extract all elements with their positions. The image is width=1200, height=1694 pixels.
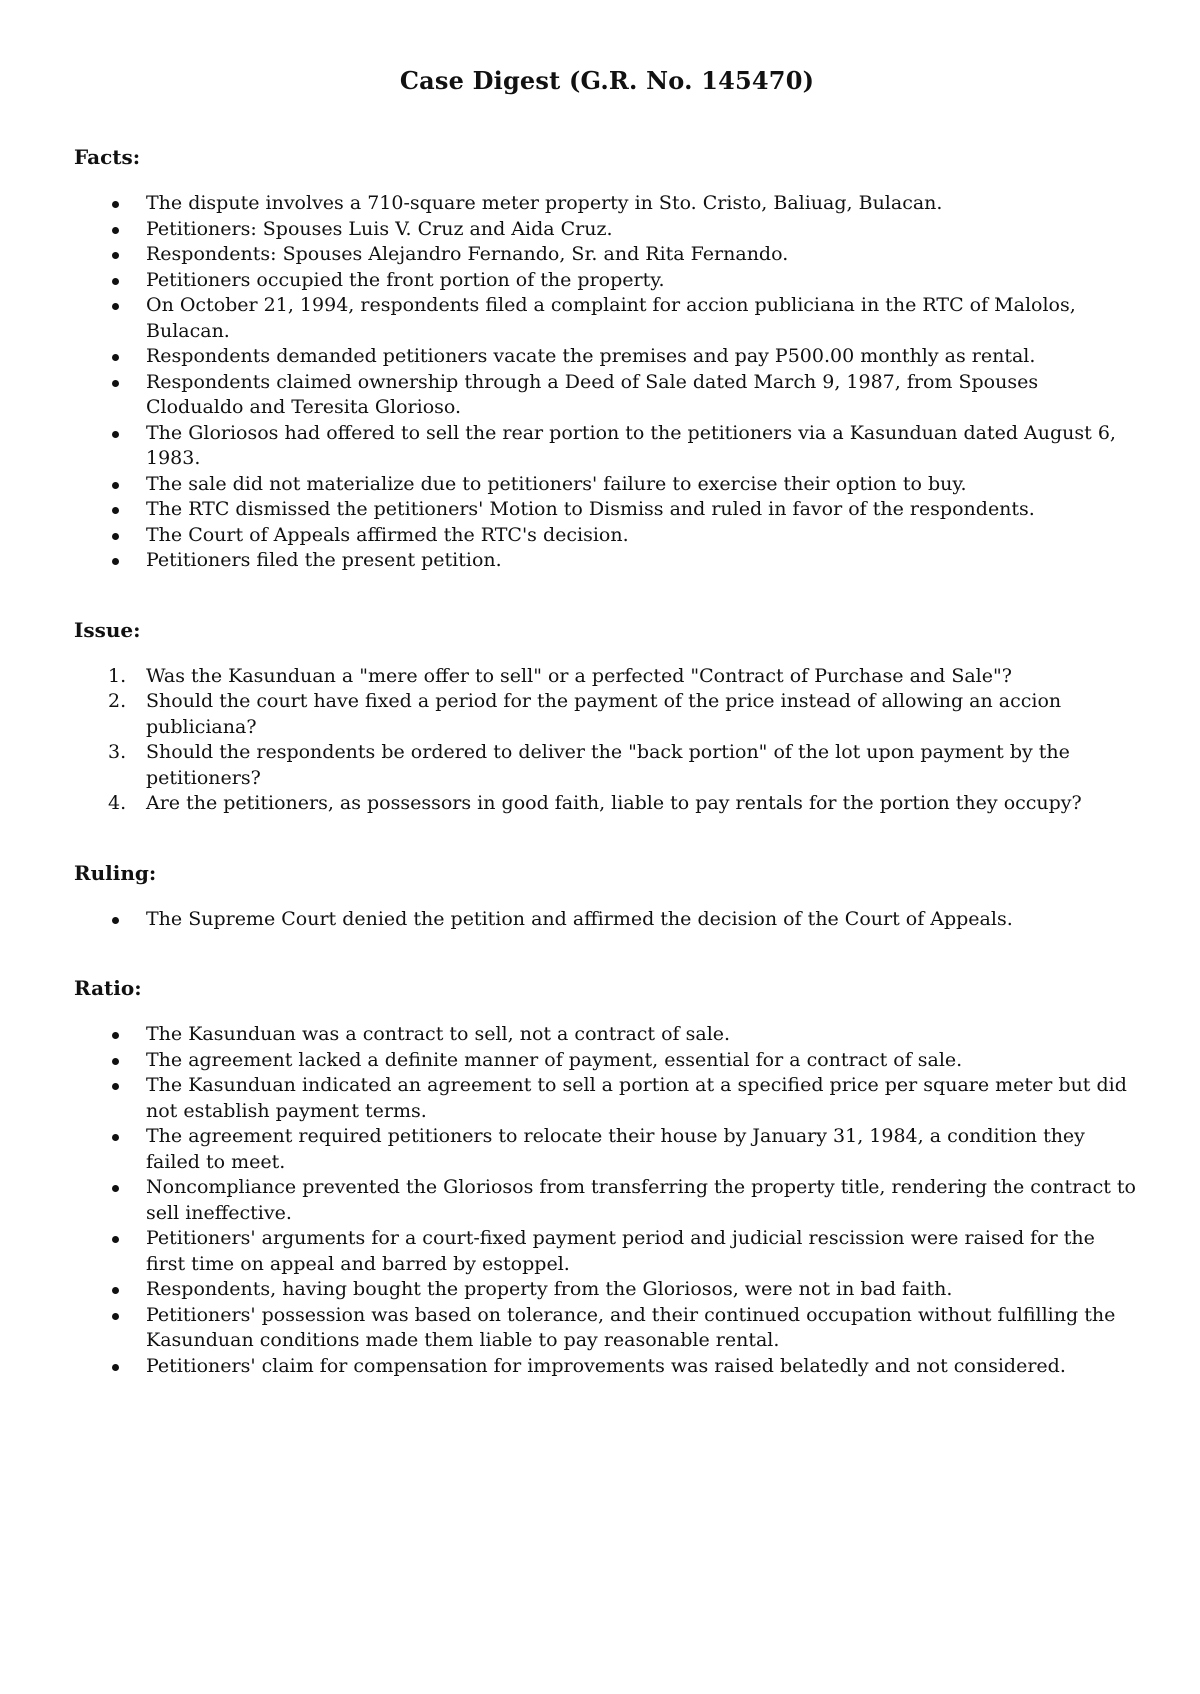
ratio-item: Petitioners' possession was based on tolerance, and their continued occupation without fulfilling the Kasunduan conditions made them liable to pay reasonable rental. bbox=[146, 1303, 1140, 1354]
issue-text: Should the respondents be ordered to deliver the "back portion" of the lot upon payment by the petitioners? bbox=[146, 741, 1070, 789]
facts-section bbox=[74, 145, 1140, 574]
facts-item: Petitioners filed the present petition. bbox=[146, 548, 1140, 574]
issue-heading: Issue: bbox=[74, 617, 141, 642]
ruling-list bbox=[74, 907, 1140, 933]
ratio-item: Petitioners' claim for compensation for improvements was raised belatedly and not considered. bbox=[146, 1354, 1140, 1380]
issue-item bbox=[108, 664, 1140, 690]
ratio-section bbox=[74, 976, 1140, 1379]
facts-item: Petitioners: Spouses Luis V. Cruz and Aida Cruz. bbox=[146, 217, 1140, 243]
ratio-item: The Kasunduan indicated an agreement to sell a portion at a specified price per square meter but did not establish payment terms. bbox=[146, 1073, 1140, 1124]
issue-text: Are the petitioners, as possessors in good faith, liable to pay rentals for the portion they occupy? bbox=[146, 792, 1082, 814]
ratio-heading: Ratio: bbox=[74, 976, 142, 1000]
ratio-item: The agreement lacked a definite manner of payment, essential for a contract of sale. bbox=[146, 1048, 1140, 1074]
facts-item: The Gloriosos had offered to sell the rear portion to the petitioners via a Kasunduan dated August 6, 1983. bbox=[146, 421, 1140, 472]
issue-number: 4. bbox=[108, 792, 127, 814]
facts-item: The Court of Appeals affirmed the RTC's decision. bbox=[146, 523, 1140, 549]
facts-item: Respondents demanded petitioners vacate the premises and pay P500.00 monthly as rental. bbox=[146, 344, 1140, 370]
document-title: Case Digest (G.R. No. 145470) bbox=[399, 66, 815, 95]
ratio-item: Noncompliance prevented the Gloriosos from transferring the property title, rendering the contract to sell ineffective. bbox=[146, 1175, 1140, 1226]
facts-item: Respondents claimed ownership through a Deed of Sale dated March 9, 1987, from Spouses Clodualdo and Teresita Glorioso. bbox=[146, 370, 1140, 421]
issue-item bbox=[108, 791, 1140, 817]
facts-item: Petitioners occupied the front portion of the property. bbox=[146, 268, 1140, 294]
ruling-heading: Ruling: bbox=[74, 860, 157, 885]
facts-item: The RTC dismissed the petitioners' Motion to Dismiss and ruled in favor of the respondents. bbox=[146, 497, 1140, 523]
facts-item: The dispute involves a 710-square meter property in Sto. Cristo, Baliuag, Bulacan. bbox=[146, 191, 1140, 217]
ratio-item: Petitioners' arguments for a court-fixed payment period and judicial rescission were raised for the first time on appeal and barred by estoppel. bbox=[146, 1226, 1140, 1277]
facts-list bbox=[74, 191, 1140, 574]
issue-item bbox=[108, 689, 1140, 740]
ruling-section bbox=[74, 861, 1140, 933]
facts-item: The sale did not materialize due to petitioners' failure to exercise their option to buy. bbox=[146, 472, 1140, 498]
issue-text: Was the Kasunduan a "mere offer to sell" or a perfected "Contract of Purchase and Sale"? bbox=[146, 664, 1012, 687]
ratio-item: The Kasunduan was a contract to sell, not a contract of sale. bbox=[146, 1022, 1140, 1048]
facts-heading: Facts: bbox=[74, 145, 141, 169]
facts-item: Respondents: Spouses Alejandro Fernando, Sr. and Rita Fernando. bbox=[146, 242, 1140, 268]
ratio-list bbox=[74, 1022, 1140, 1379]
issue-text: Should the court have fixed a period for the payment of the price instead of allowing an accion publiciana? bbox=[146, 690, 1062, 738]
ratio-item: The agreement required petitioners to relocate their house by January 31, 1984, a condition they failed to meet. bbox=[146, 1124, 1140, 1175]
ratio-item: Respondents, having bought the property from the Gloriosos, were not in bad faith. bbox=[146, 1277, 1140, 1303]
facts-item: On October 21, 1994, respondents filed a complaint for accion publiciana in the RTC of Malolos, Bulacan. bbox=[146, 293, 1140, 344]
ruling-item: The Supreme Court denied the petition and affirmed the decision of the Court of Appeals. bbox=[146, 907, 1140, 933]
issue-number: 1. bbox=[108, 664, 127, 687]
issue-item bbox=[108, 740, 1140, 791]
issue-section bbox=[74, 618, 1140, 817]
issue-number: 2. bbox=[108, 690, 127, 712]
issue-number: 3. bbox=[108, 741, 127, 763]
issue-list bbox=[74, 664, 1140, 817]
